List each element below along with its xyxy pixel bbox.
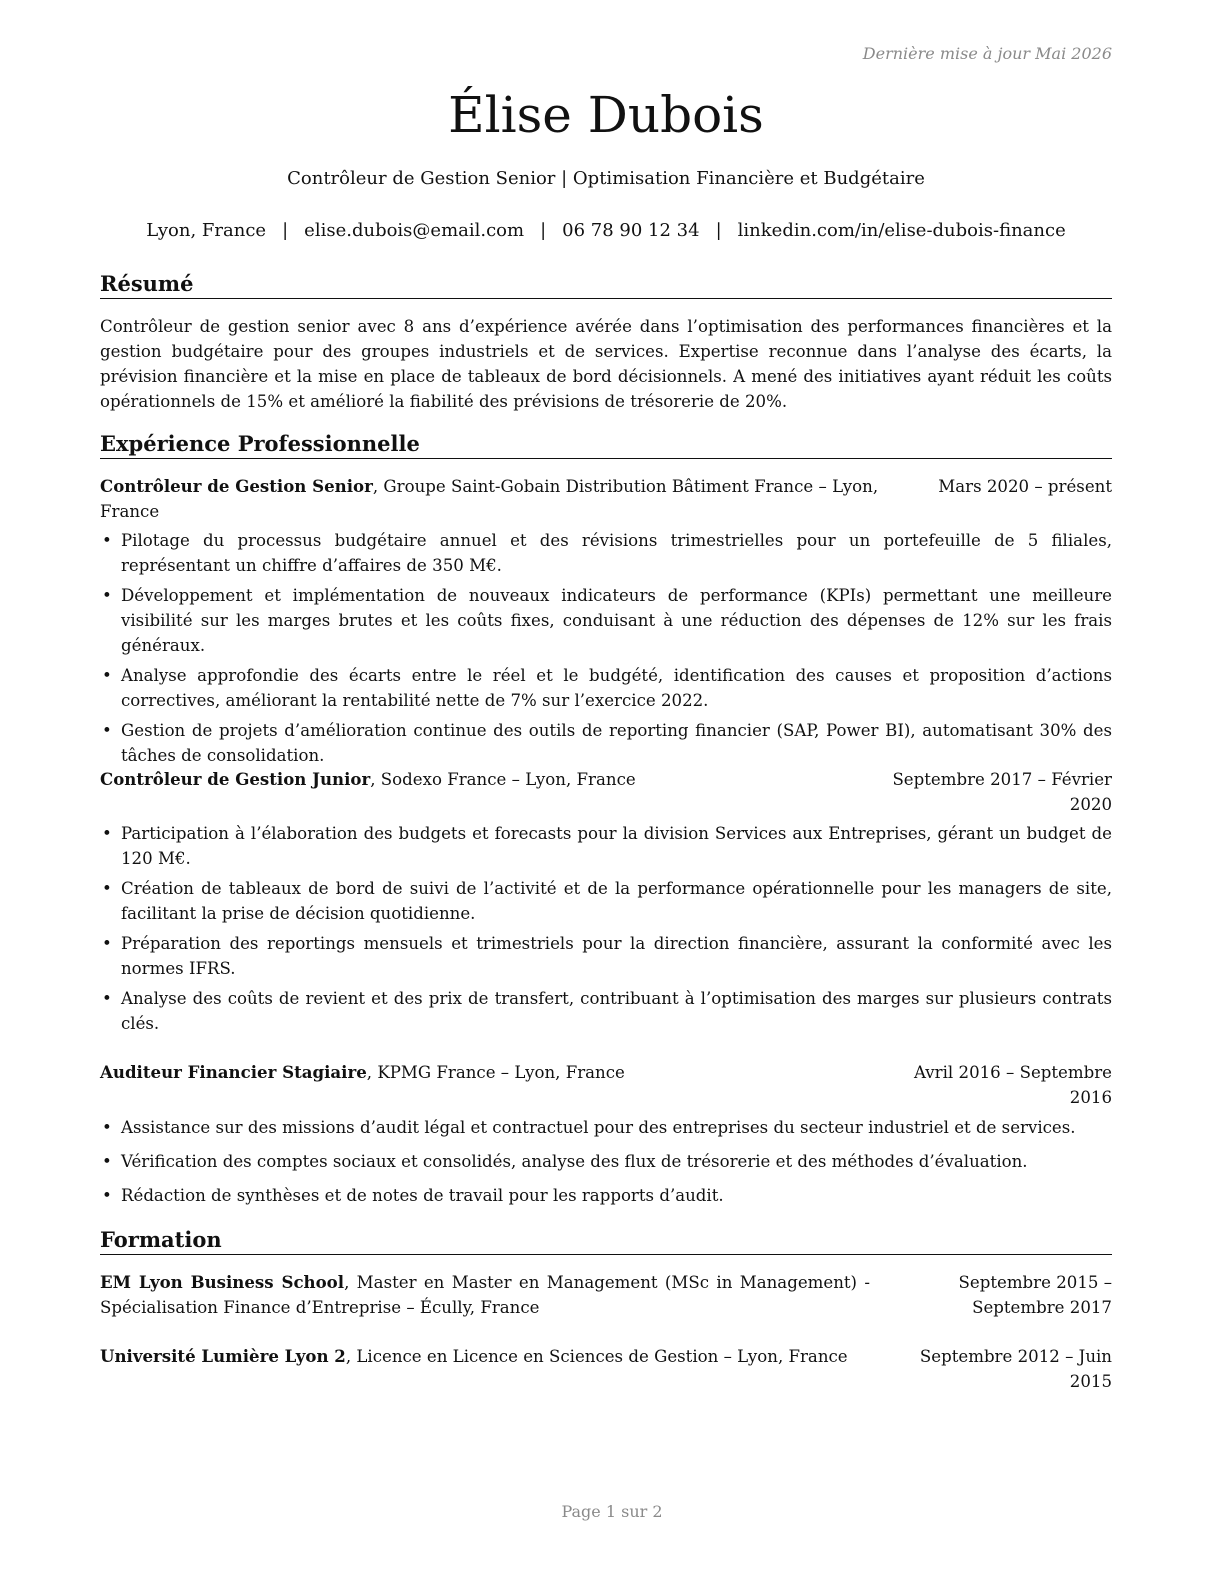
job-company: , Sodexo France – Lyon, France bbox=[370, 770, 636, 789]
list-item: • Vérification des comptes sociaux et consolidés, analyse des flux de trésorerie et des méthodes d’évaluation. bbox=[100, 1149, 1112, 1174]
job-role: Contrôleur de Gestion Senior bbox=[100, 476, 373, 496]
job-title-line bbox=[100, 474, 890, 524]
contact-separator: | bbox=[282, 220, 289, 241]
list-item: • Participation à l’élaboration des budgets et forecasts pour la division Services aux Entreprises, gérant un budget de 120 M€. bbox=[100, 821, 1112, 871]
job-bullets bbox=[100, 821, 1112, 1036]
job-dates: Avril 2016 – Septembre 2016 bbox=[914, 1063, 1112, 1107]
job-dates: Septembre 2017 – Février 2020 bbox=[892, 770, 1112, 814]
list-item: • Pilotage du processus budgétaire annuel et des révisions trimestrielles pour un portefeuille de 5 filiales, représentant un chiffre d’affaires de 350 M€. bbox=[100, 528, 1112, 578]
list-item: • Assistance sur des missions d’audit légal et contractuel pour des entreprises du secteur industriel et de services. bbox=[100, 1115, 1112, 1140]
contact-phone: 06 78 90 12 34 bbox=[562, 220, 700, 241]
job-header bbox=[100, 767, 1112, 817]
job-role: Contrôleur de Gestion Junior bbox=[100, 769, 371, 789]
contact-location: Lyon, France bbox=[146, 220, 267, 241]
list-item: • Rédaction de synthèses et de notes de travail pour les rapports d’audit. bbox=[100, 1183, 1112, 1208]
education-title-line bbox=[100, 1270, 870, 1320]
education-title-line bbox=[100, 1344, 880, 1369]
last-updated: Dernière mise à jour Mai 2026 bbox=[862, 44, 1112, 63]
job-header bbox=[100, 474, 1112, 524]
education-dates: Septembre 2012 – Juin 2015 bbox=[919, 1347, 1112, 1391]
list-item: • Analyse approfondie des écarts entre le réel et le budgété, identification des causes et proposition d’actions correctives, améliorant la rentabilité nette de 7% sur l’exercice 2022. bbox=[100, 663, 1112, 713]
contact-email[interactable]: elise.dubois@email.com bbox=[304, 220, 525, 241]
education-detail: , Master en Master en Management (MSc in Management) - Spécialisation Finance d’Entreprise – Écully, France bbox=[100, 1273, 870, 1317]
job-title-line bbox=[100, 767, 880, 792]
candidate-name: Élise Dubois bbox=[448, 86, 764, 144]
contact-linkedin[interactable]: linkedin.com/in/elise-dubois-finance bbox=[737, 220, 1066, 241]
job-company: , KPMG France – Lyon, France bbox=[366, 1063, 625, 1082]
list-item: • Préparation des reportings mensuels et trimestriels pour la direction financière, assurant la conformité avec les normes IFRS. bbox=[100, 931, 1112, 981]
page-number: Page 1 sur 2 bbox=[561, 1502, 663, 1521]
contact-line bbox=[100, 220, 1112, 241]
education-detail: , Licence en Licence en Sciences de Gestion – Lyon, France bbox=[345, 1347, 848, 1366]
job-bullets bbox=[100, 528, 1112, 768]
job-bullets bbox=[100, 1115, 1112, 1208]
job-header bbox=[100, 1060, 1112, 1110]
job-role: Auditeur Financier Stagiaire bbox=[100, 1062, 367, 1082]
education-school: EM Lyon Business School bbox=[100, 1272, 345, 1292]
education-school: Université Lumière Lyon 2 bbox=[100, 1346, 346, 1366]
summary-text: Contrôleur de gestion senior avec 8 ans d’expérience avérée dans l’optimisation des performances financières et la gestion budgétaire pour des groupes industriels et de services. Expertise reconnue dans l’analyse des écarts, la prévision financière et la mise en place de tableaux de bord décisionnels. A mené des initiatives ayant réduit les coûts opérationnels de 15% et amélioré la fiabilité des prévisions de trésorerie de 20%. bbox=[100, 317, 1112, 411]
section-title-experience: Expérience Professionnelle bbox=[100, 431, 1112, 459]
section-title-summary: Résumé bbox=[100, 271, 1112, 299]
contact-separator: | bbox=[715, 220, 722, 241]
list-item: • Gestion de projets d’amélioration continue des outils de reporting financier (SAP, Power BI), automatisant 30% des tâches de consolidation. bbox=[100, 718, 1112, 768]
education-item bbox=[100, 1344, 1112, 1394]
job-company: , Groupe Saint-Gobain Distribution Bâtiment France – Lyon, France bbox=[100, 477, 879, 521]
section-title-education: Formation bbox=[100, 1227, 1112, 1255]
education-item bbox=[100, 1270, 1112, 1320]
job-title-line bbox=[100, 1060, 880, 1085]
list-item: • Analyse des coûts de revient et des prix de transfert, contribuant à l’optimisation des marges sur plusieurs contrats clés. bbox=[100, 986, 1112, 1036]
education-dates: Septembre 2015 – Septembre 2017 bbox=[958, 1273, 1112, 1317]
tagline: Contrôleur de Gestion Senior | Optimisation Financière et Budgétaire bbox=[287, 168, 925, 189]
list-item: • Création de tableaux de bord de suivi de l’activité et de la performance opérationnelle pour les managers de site, facilitant la prise de décision quotidienne. bbox=[100, 876, 1112, 926]
list-item: • Développement et implémentation de nouveaux indicateurs de performance (KPIs) permettant une meilleure visibilité sur les marges brutes et les coûts fixes, conduisant à une réduction des dépenses de 12% sur les frais généraux. bbox=[100, 583, 1112, 658]
job-dates: Mars 2020 – présent bbox=[938, 477, 1112, 496]
contact-separator: | bbox=[540, 220, 547, 241]
